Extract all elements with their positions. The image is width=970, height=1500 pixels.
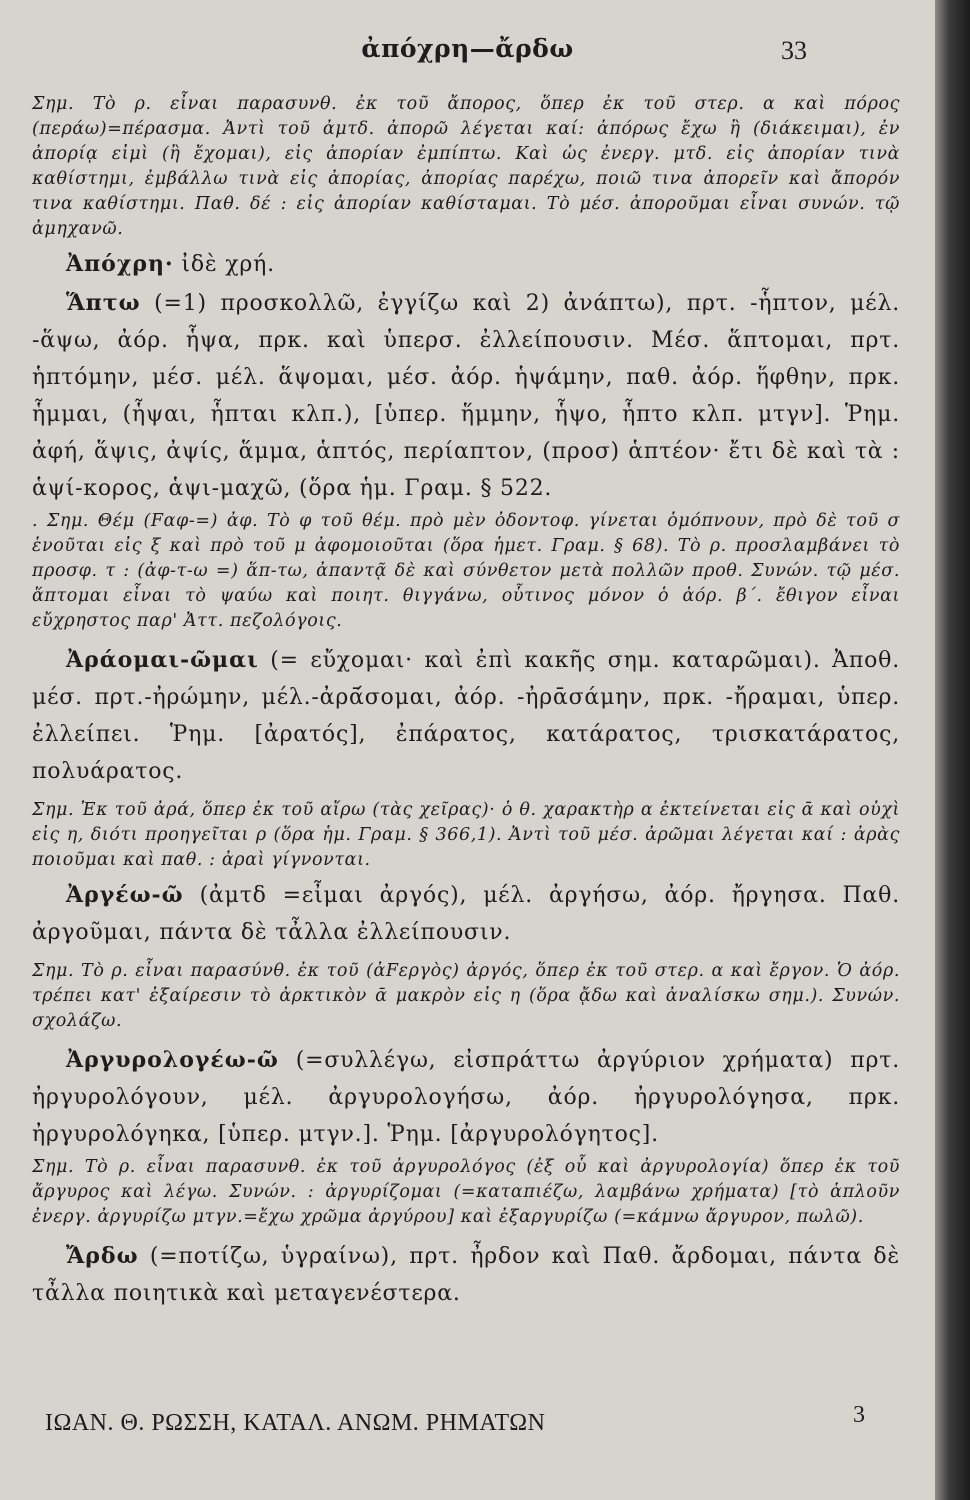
page-footer (45, 1402, 865, 1442)
entry-ardo-text: (=ποτίζω, ὑγραίνω), πρτ. ἦρδον καὶ Παθ. ἄρδομαι, πάντα δὲ τἆλλα ποιητικὰ καὶ μεταγενέστερα. (32, 1244, 900, 1306)
signature-mark: 3 (853, 1402, 865, 1428)
footer-title: ΙΩΑΝ. Θ. ΡΩΣΣΗ, ΚΑΤΑΛ. ΑΝΩΜ. ΡΗΜΑΤΩΝ (45, 1410, 546, 1436)
entry-araomai (32, 642, 900, 790)
entry-hapto-text: (=1) προσκολλῶ, ἐγγίζω καὶ 2) ἀνάπτω), πρτ. -ἧπτον, μέλ. -ἅψω, ἀόρ. ἧψα, πρκ. καὶ ὑπερσ. ἐλλείπουσιν. Μέσ. ἅπτομαι, πρτ. ἡπτόμην, μέσ. μέλ. ἅψομαι, μέσ. ἀόρ. ἡψάμην, παθ. ἀόρ. ἥφθην, πρκ. ἧμμαι, (ἧψαι, ἧπται κλπ.), [ὑπερ. ἥμμην, ἧψο, ἧπτο κλπ. μτγν]. Ῥημ. ἀφή, ἅψις, ἀψίς, ἅμμα, ἁπτός, περίαπτον, (προσ) ἁπτέον· ἔτι δὲ καὶ τὰ : ἁψί-κορος, ἁψι-μαχῶ, (ὅρα ἡμ. Γραμ. § 522. (32, 291, 900, 501)
page-body (32, 92, 900, 1314)
entry-hapto (32, 285, 900, 507)
page-number: 33 (781, 36, 807, 65)
lemma-ardo: Ἄρδω (66, 1243, 139, 1269)
lemma-apochri: Ἀπόχρη· (66, 251, 174, 277)
lemma-araomai: Ἀράομαι-ῶμαι (66, 647, 259, 673)
note-argeo: Σημ. Τὸ ρ. εἶναι παρασύνθ. ἐκ τοῦ (ἀFεργὸς) ἀργός, ὅπερ ἐκ τοῦ στερ. α καὶ ἔργον. Ὁ ἀόρ. τρέπει κατ' ἐξαίρεσιν τὸ ἀρκτικὸν ᾱ μακρὸν εἰς η (ὅρα ᾄδω καὶ ἀναλίσκω σημ.). Συνών. σχολάζω. (32, 961, 900, 1031)
note-argyrologeo: Σημ. Τὸ ρ. εἶναι παρασυνθ. ἐκ τοῦ ἀργυρολόγος (ἐξ οὗ καὶ ἀργυρολογία) ὅπερ ἐκ τοῦ ἄργυρος καὶ λέγω. Συνών. : ἀργυρίζομαι (=καταπιέζω, λαμβάνω χρήματα) [τὸ ἁπλοῦν ἐνεργ. ἀργυρίζω μτγν.=ἔχω χρῶμα ἀργύρου] καὶ ἐξαργυρίζω (=κάμνω ἄργυρον, πωλῶ). (32, 1157, 900, 1227)
running-head: ἀπόχρη—ἄρδω (361, 34, 574, 63)
entry-ardo (32, 1238, 900, 1312)
entry-araomai-text: (= εὔχομαι· καὶ ἐπὶ κακῆς σημ. καταρῶμαι). Ἀποθ. μέσ. πρτ.-ἠρώμην, μέλ.-ἀρᾱ́σομαι, ἀόρ. -ἠρᾱσάμην, πρκ. -ἤραμαι, ὑπερ. ἐλλείπει. Ῥημ. [ἀρατός], ἐπάρατος, κατάρατος, τρισκατάρατος, πολυάρατος. (32, 648, 901, 784)
entry-apochri (32, 246, 900, 283)
entry-argeo-text: (ἀμτδ =εἶμαι ἀργός), μέλ. ἀργήσω, ἀόρ. ἤργησα. Παθ. ἀργοῦμαι, πάντα δὲ τἆλλα ἐλλείπουσιν. (32, 883, 901, 945)
lemma-argeo: Ἀργέω-ῶ (66, 882, 184, 908)
entry-apochri-text: ἰδὲ χρή. (181, 252, 275, 277)
note-hapto: . Σημ. Θέμ (Fαφ-=) ἀφ. Τὸ φ τοῦ θέμ. πρὸ μὲν ὀδοντοφ. γίνεται ὁμόπνουν, πρὸ δὲ τοῦ σ ἑνοῦται εἰς ξ καὶ πρὸ τοῦ μ ἀφομοιοῦται (ὅρα ἡμετ. Γραμ. § 68). Τὸ ρ. προσλαμβάνει τὸ προσφ. τ : (ἀφ-τ-ω =) ἅπ-τω, ἀπαντᾷ δὲ καὶ σύνθετον μετὰ πολλῶν προθ. Συνών. τῷ μέσ. ἅπτομαι εἶναι τὸ ψαύω καὶ ποιητ. θιγγάνω, οὗτινος μόνον ὁ ἀόρ. β΄. ἔθιγον εἶναι εὔχρηστος παρ' Ἀττ. πεζολόγοις. (32, 511, 900, 631)
page-header (0, 28, 935, 78)
entry-argyrologeo-text: (=συλλέγω, εἰσπράττω ἀργύριον χρήματα) πρτ. ἠργυρολόγουν, μέλ. ἀργυρολογήσω, ἀόρ. ἠργυρολόγησα, πρκ. ἠργυρολόγηκα, [ὑπερ. μτγν.]. Ῥημ. [ἀργυρολόγητος]. (32, 1048, 900, 1147)
page-edge-shadow (935, 0, 970, 1500)
note-aporeo: Σημ. Τὸ ρ. εἶναι παρασυνθ. ἐκ τοῦ ἄπορος, ὅπερ ἐκ τοῦ στερ. α καὶ πόρος (περάω)=πέρασμα. Ἀντὶ τοῦ ἀμτδ. ἀπορῶ λέγεται καί: ἀπόρως ἔχω ἢ (διάκειμαι), ἐν ἀπορίᾳ εἰμὶ (ἢ ἔχομαι), εἰς ἀπορίαν ἐμπίπτω. Καὶ ὡς ἐνεργ. μτδ. εἰς ἀπορίαν τινὰ καθίστημι, ἐμβάλλω τινὰ εἰς ἀπορίας, ἀπορίας παρέχω, ποιῶ τινα ἀπορεῖν καὶ ἄπορόν τινα καθίστημι. Παθ. δέ : εἰς ἀπορίαν καθίσταμαι. Τὸ μέσ. ἀποροῦμαι εἶναι συνών. τῷ ἀμηχανῶ. (32, 94, 900, 239)
lemma-argyrologeo: Ἀργυρολογέω-ῶ (66, 1047, 279, 1073)
lemma-hapto: Ἅπτω (66, 290, 141, 316)
entry-argeo (32, 877, 900, 951)
entry-argyrologeo (32, 1042, 900, 1153)
note-araomai: Σημ. Ἐκ τοῦ ἀρά, ὅπερ ἐκ τοῦ αἴρω (τὰς χεῖρας)· ὁ θ. χαρακτὴρ α ἐκτείνεται εἰς ᾱ καὶ οὐχὶ εἰς η, διότι προηγεῖται ρ (ὅρα ἡμ. Γραμ. § 366,1). Ἀντὶ τοῦ μέσ. ἀρῶμαι λέγεται καί : ἀρὰς ποιοῦμαι καὶ παθ. : ἀραὶ γίγνονται. (32, 800, 900, 870)
